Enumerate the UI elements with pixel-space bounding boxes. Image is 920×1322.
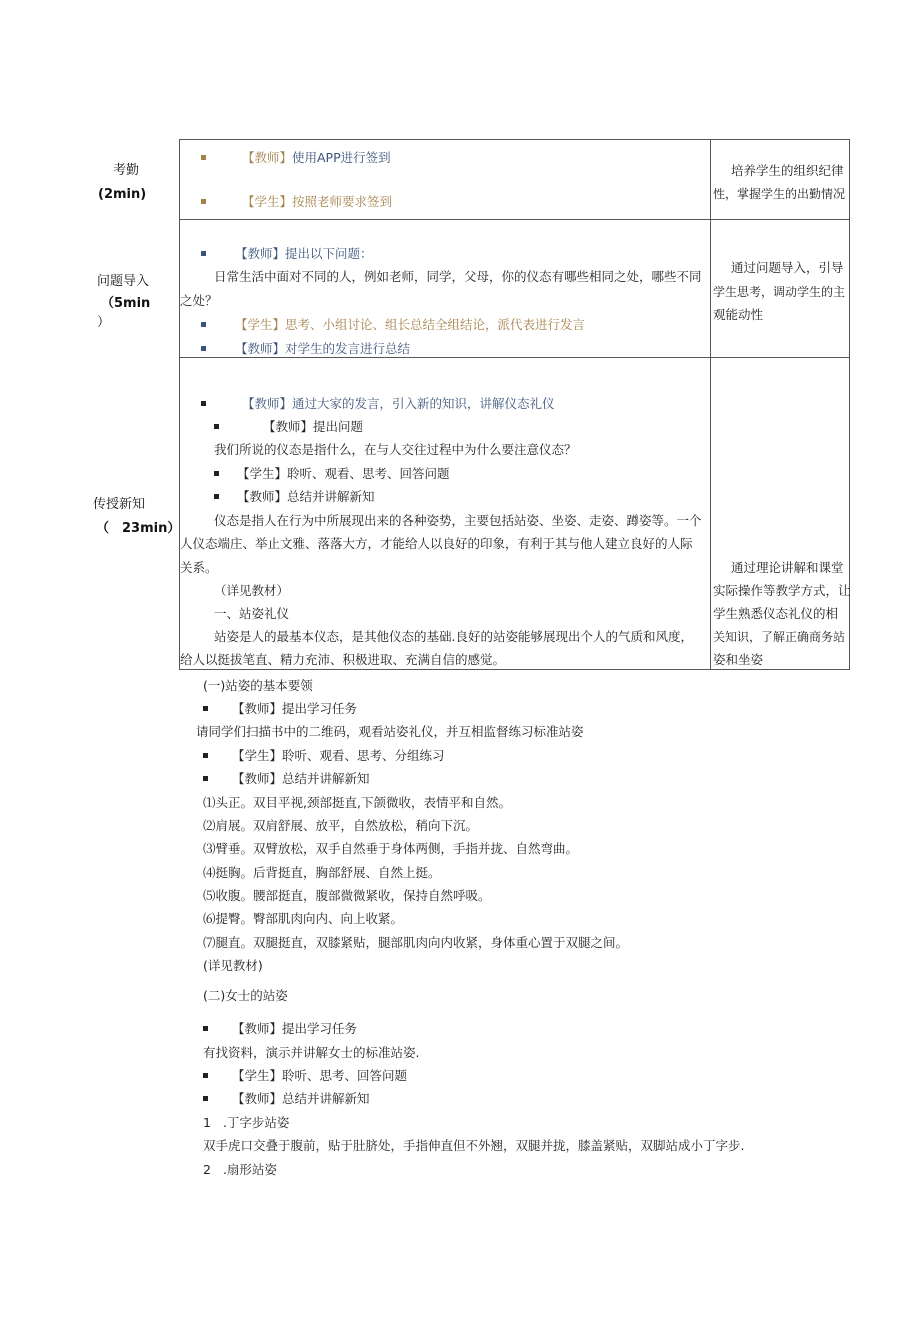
row-duration-new-knowledge: （ 23min） <box>96 521 181 536</box>
row-label-attendance: 考勤 <box>113 163 140 178</box>
bullet-icon <box>203 706 208 711</box>
table-row <box>201 395 555 413</box>
question-text: 日常生活中面对不同的人，例如老师，同学，父母，你的仪态有哪些相同之处，哪些不同 <box>214 269 702 284</box>
goal-text: 培养学生的组织纪律 <box>731 163 844 178</box>
goal-text: 学生熟悉仪态礼仪的相 <box>713 606 839 621</box>
table-row <box>203 1067 407 1085</box>
table-column-divider <box>710 139 711 670</box>
table-row <box>203 700 357 718</box>
bullet-icon <box>214 424 219 429</box>
bullet-icon <box>203 1026 208 1031</box>
list-item: ⑸收腹。腰部挺直，腹部微微紧收，保持自然呼吸。 <box>203 888 491 903</box>
role-tag: 【学生】 <box>241 194 292 209</box>
section-heading: (一)站姿的基本要领 <box>203 678 313 693</box>
role-tag: 【教师】 <box>241 396 292 411</box>
activity-text: 使用APP进行签到 <box>291 150 391 165</box>
role-tag: 【教师】 <box>231 1091 282 1106</box>
bullet-icon <box>201 322 206 327</box>
item-title: .丁字步站姿 <box>222 1115 290 1130</box>
bullet-icon <box>214 471 219 476</box>
reference-note: （详见教材） <box>214 583 290 598</box>
table-row <box>214 418 363 436</box>
activity-text: 通过大家的发言，引入新的知识，讲解仪态礼仪 <box>291 396 555 411</box>
table-row <box>203 770 370 788</box>
body-paragraph: 仪态是指人在行为中所展现出来的各种姿势，主要包括站姿、坐姿、走姿、蹲姿等。一个 <box>214 513 702 528</box>
bullet-icon <box>201 199 206 204</box>
section-heading: (二)女士的站姿 <box>203 988 288 1003</box>
table-border-bottom <box>179 669 850 670</box>
goal-text: 观能动性 <box>713 307 764 322</box>
bullet-icon <box>203 1096 208 1101</box>
bullet-icon <box>203 1073 208 1078</box>
role-tag: 【学生】 <box>231 1068 282 1083</box>
role-tag: 【学生】 <box>236 466 287 481</box>
activity-text: 聆听、思考、回答问题 <box>281 1068 407 1083</box>
role-tag: 【教师】 <box>234 246 285 261</box>
row-label-new-knowledge: 传授新知 <box>93 497 146 512</box>
role-tag: 【教师】 <box>231 1021 282 1036</box>
role-tag: 【教师】 <box>234 341 285 356</box>
bullet-icon <box>203 753 208 758</box>
activity-text: 总结并讲解新知 <box>281 771 370 786</box>
activity-text: 聆听、观看、思考、回答问题 <box>286 466 450 481</box>
list-item: ⑺腿直。双腿挺直，双膝紧贴，腿部肌肉向内收紧，身体重心置于双腿之间。 <box>203 935 629 950</box>
activity-text: 聆听、观看、思考、分组练习 <box>281 748 445 763</box>
body-paragraph: 站姿是人的最基本仪态，是其他仪态的基础.良好的站姿能够展现出个人的气质和风度， <box>214 629 693 644</box>
table-row <box>201 340 410 358</box>
bullet-icon <box>203 776 208 781</box>
table-row <box>201 316 585 334</box>
item-number: 1 <box>203 1115 211 1130</box>
list-item <box>203 1161 277 1179</box>
activity-text: 总结并讲解新知 <box>281 1091 370 1106</box>
section-heading: 一、站姿礼仪 <box>214 606 290 621</box>
body-paragraph: 人仪态端庄、举止文雅、落落大方，才能给人以良好的印象，有利于其与他人建立良好的人际 <box>180 536 693 551</box>
item-title: .扇形站姿 <box>222 1162 277 1177</box>
row-duration-attendance: (2min) <box>98 187 147 202</box>
row-label-intro: 问题导入 <box>97 274 150 289</box>
goal-text: 实际操作等教学方式，让 <box>713 583 851 598</box>
list-item: ⑹提臀。臀部肌肉向内、向上收紧。 <box>203 911 404 926</box>
table-border-top <box>179 139 850 140</box>
table-row <box>203 1090 370 1108</box>
role-tag: 【教师】 <box>262 419 313 434</box>
list-item <box>203 1114 289 1132</box>
table-row <box>214 465 450 483</box>
table-row <box>214 488 375 506</box>
role-tag: 【教师】 <box>241 150 292 165</box>
activity-text: 按照老师要求签到 <box>291 194 392 209</box>
table-border-left <box>179 139 180 670</box>
role-tag: 【学生】 <box>234 317 285 332</box>
body-paragraph: 给人以挺拔笔直、精力充沛、积极进取、充满自信的感觉。 <box>180 652 506 667</box>
table-row <box>201 193 392 211</box>
body-paragraph: 双手虎口交叠于腹前，贴于肚脐处，手指伸直但不外翘，双腿并拢，膝盖紧贴，双脚站成小丁字步. <box>203 1138 745 1153</box>
list-item: ⑴头正。双目平视,颈部挺直,下颌微收，表情平和自然。 <box>203 795 511 810</box>
question-text: 之处？ <box>180 293 218 308</box>
role-tag: 【学生】 <box>231 748 282 763</box>
role-tag: 【教师】 <box>231 701 282 716</box>
bullet-icon <box>201 401 206 406</box>
table-row <box>201 149 391 167</box>
goal-text: 关知识，了解正确商务站 <box>713 630 846 644</box>
reference-note: (详见教材) <box>203 958 263 973</box>
list-item: ⑶臂垂。双臂放松，双手自然垂于身体两侧，手指并拢、自然弯曲。 <box>203 841 579 856</box>
goal-text: 学生思考，调动学生的主 <box>713 285 846 299</box>
list-item: ⑷挺胸。后背挺直，胸部舒展、自然上挺。 <box>203 865 441 880</box>
body-paragraph: 关系。 <box>180 560 218 575</box>
bullet-icon <box>201 155 206 160</box>
table-row <box>203 747 445 765</box>
activity-text: 提出以下问题： <box>284 246 373 261</box>
table-row <box>203 1020 357 1038</box>
row-duration-intro: （5min <box>101 296 151 311</box>
activity-text: 对学生的发言进行总结 <box>284 341 410 356</box>
goal-text: 通过问题导入，引导 <box>731 260 844 275</box>
list-item: ⑵肩展。双肩舒展、放平，自然放松，稍向下沉。 <box>203 818 479 833</box>
item-number: 2 <box>203 1162 211 1177</box>
instruction-text: 有找资料，演示并讲解女士的标准站姿. <box>203 1045 420 1060</box>
role-tag: 【教师】 <box>236 489 287 504</box>
table-row <box>201 245 373 263</box>
activity-text: 思考、小组讨论、组长总结全组结论，派代表进行发言 <box>284 317 585 332</box>
bullet-icon <box>201 346 206 351</box>
question-text: 我们所说的仪态是指什么，在与人交往过程中为什么要注意仪态？ <box>214 442 577 457</box>
bullet-icon <box>201 251 206 256</box>
activity-text: 提出学习任务 <box>281 1021 357 1036</box>
bullet-icon <box>214 494 219 499</box>
goal-text: 性，掌握学生的出勤情况 <box>713 187 846 201</box>
goal-text: 姿和坐姿 <box>713 652 764 667</box>
table-row-divider-1 <box>179 219 850 220</box>
activity-text: 提出问题 <box>312 419 363 434</box>
role-tag: 【教师】 <box>231 771 282 786</box>
activity-text: 提出学习任务 <box>281 701 357 716</box>
instruction-text: 请同学们扫描书中的二维码，观看站姿礼仪，并互相监督练习标准站姿 <box>196 724 584 739</box>
row-duration-close: ） <box>97 315 111 330</box>
goal-text: 通过理论讲解和课堂 <box>731 560 844 575</box>
activity-text: 总结并讲解新知 <box>286 489 375 504</box>
